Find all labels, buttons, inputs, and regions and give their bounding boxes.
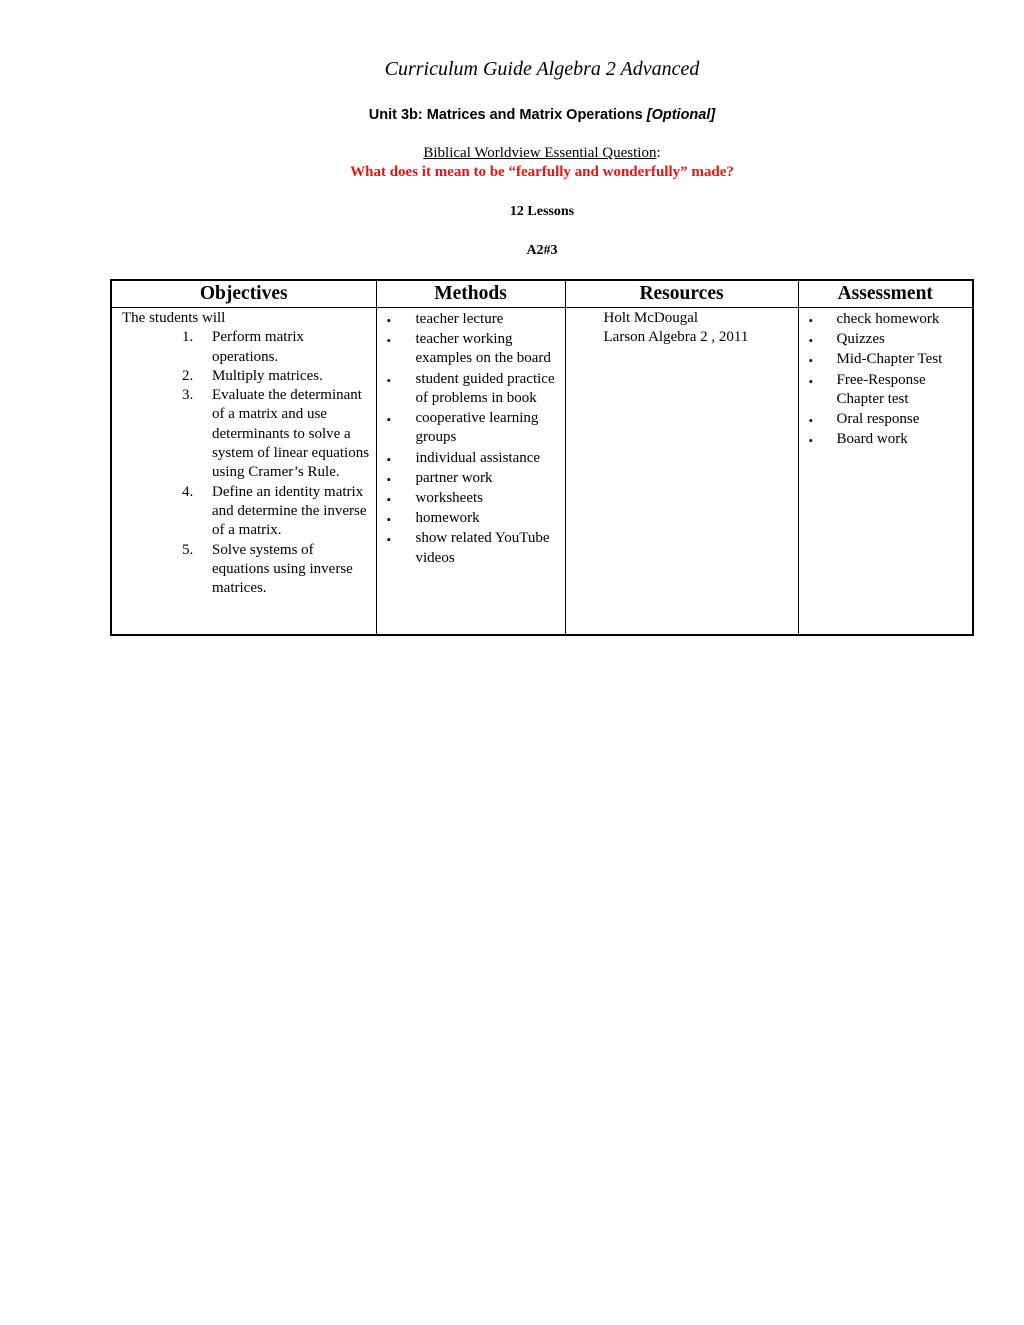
- method-text: teacher working examples on the board: [415, 331, 551, 367]
- assessment-item: [799, 350, 973, 369]
- objective-number: 2.: [182, 367, 194, 384]
- bullet-icon: •: [386, 451, 392, 467]
- resource-line: Holt McDougal: [603, 310, 699, 326]
- curriculum-table: [110, 279, 974, 636]
- method-text: homework: [415, 510, 480, 527]
- essential-question-label-text: Biblical Worldview Essential Question: [423, 145, 657, 161]
- method-item: [377, 310, 565, 329]
- objective-text: Evaluate the determinant of a matrix and use determinants to solve a system of linear equations using Cramer’s Rule.: [212, 387, 370, 481]
- lesson-count: 12 Lessons: [509, 204, 575, 219]
- document-title: Curriculum Guide Algebra 2 Advanced: [384, 58, 700, 80]
- assessment-item: [799, 371, 973, 410]
- objective-number: 3.: [182, 387, 194, 404]
- method-text: teacher lecture: [415, 311, 504, 327]
- objectives-intro: The students will: [122, 310, 226, 326]
- method-item: [377, 529, 565, 568]
- header-assessment: Assessment: [798, 280, 973, 308]
- method-item: [377, 370, 565, 409]
- essential-question-label: [0, 145, 1024, 162]
- bullet-icon: •: [808, 353, 814, 369]
- assessment-text: Free-Response Chapter test: [836, 371, 926, 407]
- objective-item: [112, 328, 376, 367]
- assessment-item: [799, 330, 973, 349]
- method-text: worksheets: [415, 490, 483, 507]
- method-text: show related YouTube videos: [415, 530, 550, 566]
- bullet-icon: •: [808, 373, 814, 389]
- method-text: partner work: [415, 469, 493, 486]
- objective-item: [112, 367, 376, 386]
- bullet-icon: •: [386, 532, 392, 548]
- table-row: [111, 308, 973, 636]
- methods-cell: [376, 308, 565, 636]
- header-objectives: Objectives: [111, 280, 376, 308]
- method-text: cooperative learning groups: [415, 410, 539, 446]
- bullet-icon: •: [808, 313, 814, 328]
- objective-number: 1.: [182, 329, 194, 346]
- method-text: student guided practice of problems in book: [415, 370, 555, 406]
- objective-item: [112, 386, 376, 482]
- unit-code: A2#3: [526, 243, 558, 258]
- method-item: [377, 409, 565, 448]
- objective-item: [112, 541, 376, 599]
- method-item: [377, 509, 565, 528]
- objective-text: Solve systems of equations using inverse matrices.: [212, 541, 353, 597]
- resources-cell: [565, 308, 798, 636]
- assessment-item: [799, 430, 973, 449]
- optional-tag: [Optional]: [646, 107, 716, 123]
- unit-title: Unit 3b: Matrices and Matrix Operations: [368, 107, 647, 123]
- bullet-icon: •: [386, 333, 392, 349]
- objective-item: [112, 483, 376, 541]
- essential-question-colon: :: [656, 145, 661, 161]
- objectives-cell: [111, 308, 376, 636]
- bullet-icon: •: [386, 512, 392, 528]
- bullet-icon: •: [386, 372, 392, 388]
- objective-number: 5.: [182, 541, 194, 558]
- method-text: individual assistance: [415, 449, 541, 466]
- assessment-list: [799, 310, 973, 450]
- assessment-item: [799, 410, 973, 429]
- assessment-text: Oral response: [836, 411, 920, 428]
- objective-text: Define an identity matrix and determine the inverse of a matrix.: [212, 483, 367, 539]
- assessment-text: check homework: [836, 311, 940, 327]
- method-item: [377, 489, 565, 508]
- method-item: [377, 330, 565, 369]
- header-methods: Methods: [376, 280, 565, 308]
- bullet-icon: •: [386, 412, 392, 428]
- assessment-text: Mid-Chapter Test: [836, 351, 943, 368]
- method-item: [377, 449, 565, 468]
- header-resources: Resources: [565, 280, 798, 308]
- assessment-cell: [798, 308, 973, 636]
- bullet-icon: •: [808, 333, 814, 349]
- assessment-item: [799, 310, 973, 329]
- method-item: [377, 469, 565, 488]
- essential-question: What does it mean to be “fearfully and wonderfully” made?: [350, 164, 734, 180]
- bullet-icon: •: [808, 413, 814, 429]
- methods-list: [377, 310, 565, 568]
- table-header-row: [111, 280, 973, 308]
- assessment-text: Quizzes: [836, 331, 885, 348]
- assessment-text: Board work: [836, 431, 908, 448]
- bullet-icon: •: [386, 471, 392, 487]
- objective-number: 4.: [182, 483, 194, 500]
- bullet-icon: •: [808, 433, 814, 449]
- resource-line: Larson Algebra 2 , 2011: [603, 329, 749, 346]
- objective-text: Perform matrix operations.: [212, 329, 305, 365]
- objective-text: Multiply matrices.: [212, 367, 323, 384]
- bullet-icon: •: [386, 313, 392, 328]
- unit-heading: [0, 107, 1024, 123]
- bullet-icon: •: [386, 492, 392, 508]
- resources-list: [566, 309, 798, 348]
- objectives-list: [112, 328, 376, 598]
